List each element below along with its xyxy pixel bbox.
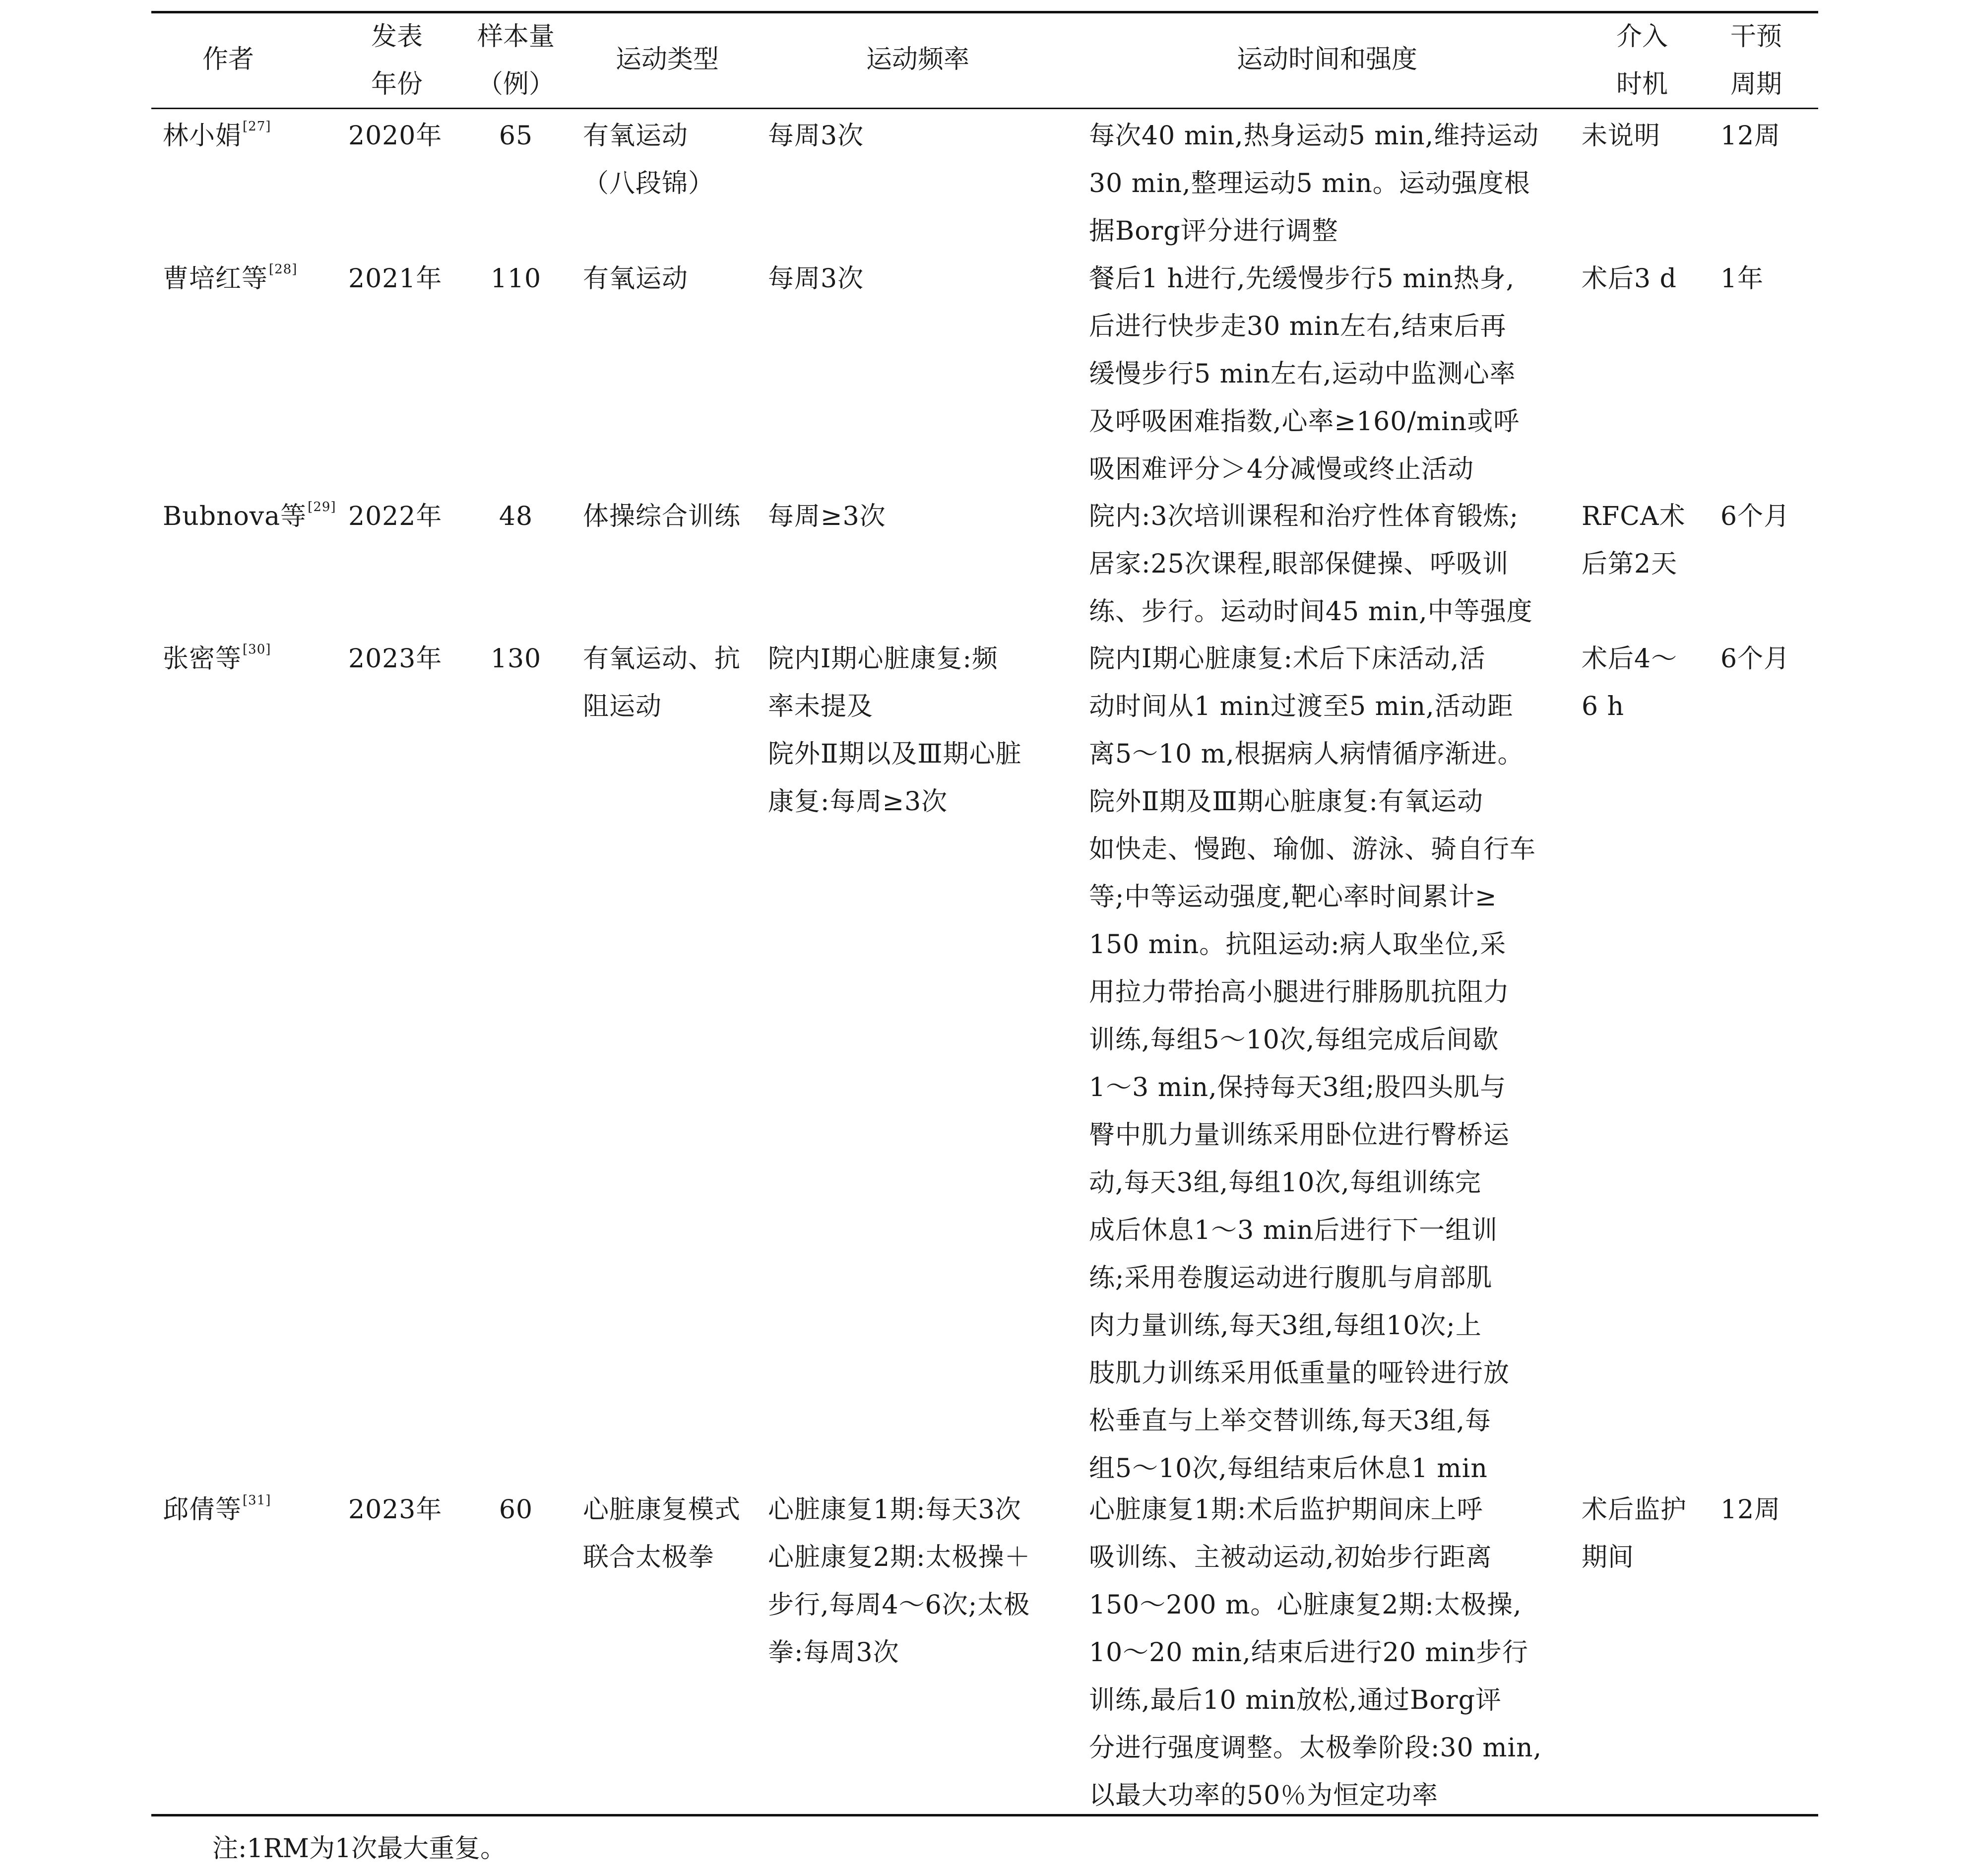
table-row-type: 有氧运动 （八段锦） bbox=[583, 121, 715, 198]
table-row-time-intensity: 院内Ⅰ期心脏康复:术后下床活动,活 动时间从1 min过渡至5 min,活动距 离5～10 m,根据病人病情循序渐进。 院外Ⅱ期及Ⅲ期心脏康复:有氧运动 如快走、慢跑、瑜伽、游泳、骑自行车 等;中等运动强度,靶心率时间累计≥ 150 min。抗阻运动:病人取坐位,采 用拉力带抬高小腿进行腓肠肌抗阻力 训练,每组5～10次,每组完成后间歇 1～3 min,保持每天3组;股四头肌与 臀中肌力量训练采用卧位进行臀桥运 动,每天3组,每组10次,每组训练完 成后休息1～3 min后进行下一组训 练;采用卷腹运动进行腹肌与肩部肌 肉力量训练,每天3组,每组10次;上 肢肌力训练采用低重量的哑铃进行放 松垂直与上举交替训练,每天3组,每 组5～10次,每组结束后休息1 min bbox=[1089, 644, 1536, 1484]
table-row-sample: 110 bbox=[490, 264, 542, 294]
table-row-sample: 130 bbox=[490, 644, 542, 674]
table-row-timing: 未说明 bbox=[1582, 121, 1661, 151]
table-row-frequency: 心脏康复1期:每天3次 心脏康复2期:太极操＋ 步行,每周4～6次;太极 拳:每周3次 bbox=[768, 1495, 1031, 1668]
table-bottom-rule bbox=[151, 1814, 1818, 1816]
table-row-author: 曹培红等[28] bbox=[163, 262, 298, 294]
header-frequency: 运动频率 bbox=[866, 45, 969, 74]
table-row-author: 林小娟[27] bbox=[163, 119, 271, 151]
table-row-type: 有氧运动、抗 阻运动 bbox=[583, 644, 741, 721]
table-row-cycle: 12周 bbox=[1720, 121, 1781, 151]
table-row-time-intensity: 每次40 min,热身运动5 min,维持运动 30 min,整理运动5 min。运动强度根 据Borg评分进行调整 bbox=[1089, 121, 1539, 246]
table-row-author: Bubnova等[29] bbox=[163, 500, 336, 531]
table-row-timing: 术后3 d bbox=[1582, 264, 1677, 294]
table-row-frequency: 每周≥3次 bbox=[768, 502, 886, 531]
table-row-author: 张密等[30] bbox=[163, 642, 271, 674]
table-row-sample: 60 bbox=[499, 1495, 533, 1525]
header-sample: 样本量 （例） bbox=[477, 22, 555, 99]
table-row-frequency: 每周3次 bbox=[768, 264, 864, 294]
table-row-timing: 术后4～ 6 h bbox=[1582, 644, 1678, 721]
table-row-time-intensity: 餐后1 h进行,先缓慢步行5 min热身, 后进行快步走30 min左右,结束后再 缓慢步行5 min左右,运动中监测心率 及呼吸困难指数,心率≥160/min或呼 吸困难评分＞4分减慢或终止活动 bbox=[1089, 264, 1520, 484]
header-author: 作者 bbox=[202, 45, 254, 74]
table-row-time-intensity: 心脏康复1期:术后监护期间床上呼 吸训练、主被动运动,初始步行距离 150～200 m。心脏康复2期:太极操, 10～20 min,结束后进行20 min步行 训练,最后10 min放松,通过Borg评 分进行强度调整。太极拳阶段:30 min, 以最大功率的50％为恒定功率 bbox=[1089, 1495, 1542, 1811]
header-time-intensity: 运动时间和强度 bbox=[1236, 45, 1417, 74]
table-row-type: 体操综合训练 bbox=[583, 502, 741, 531]
table-footnote: 注:1RM为1次最大重复。 bbox=[212, 1834, 507, 1864]
table-row-year: 2020年 bbox=[348, 121, 443, 151]
header-cycle: 干预 周期 bbox=[1730, 22, 1782, 99]
table-row-year: 2021年 bbox=[348, 264, 443, 294]
header-type: 运动类型 bbox=[615, 45, 719, 74]
table-row-cycle: 6个月 bbox=[1720, 502, 1790, 531]
table-row-timing: RFCA术 后第2天 bbox=[1582, 502, 1686, 579]
table-row-sample: 48 bbox=[499, 502, 533, 531]
table-row-year: 2023年 bbox=[348, 1495, 443, 1525]
table-row-year: 2023年 bbox=[348, 644, 443, 674]
table-row-sample: 65 bbox=[499, 121, 533, 151]
table-row-year: 2022年 bbox=[348, 502, 443, 531]
table-row-cycle: 12周 bbox=[1720, 1495, 1781, 1525]
table-row-type: 心脏康复模式 联合太极拳 bbox=[583, 1495, 741, 1572]
table-row-timing: 术后监护 期间 bbox=[1582, 1495, 1687, 1572]
table-row-frequency: 每周3次 bbox=[768, 121, 864, 151]
table-row-cycle: 1年 bbox=[1720, 264, 1764, 294]
table-row-type: 有氧运动 bbox=[583, 264, 689, 294]
table-row-author: 邱倩等[31] bbox=[163, 1493, 271, 1525]
header-timing: 介入 时机 bbox=[1616, 22, 1668, 99]
header-year: 发表 年份 bbox=[371, 22, 423, 99]
table-row-frequency: 院内Ⅰ期心脏康复:频 率未提及 院外Ⅱ期以及Ⅲ期心脏 康复:每周≥3次 bbox=[768, 644, 1022, 817]
table-row-cycle: 6个月 bbox=[1720, 644, 1790, 674]
table-row-time-intensity: 院内:3次培训课程和治疗性体育锻炼; 居家:25次课程,眼部保健操、呼吸训 练、步行。运动时间45 min,中等强度 bbox=[1089, 502, 1533, 627]
